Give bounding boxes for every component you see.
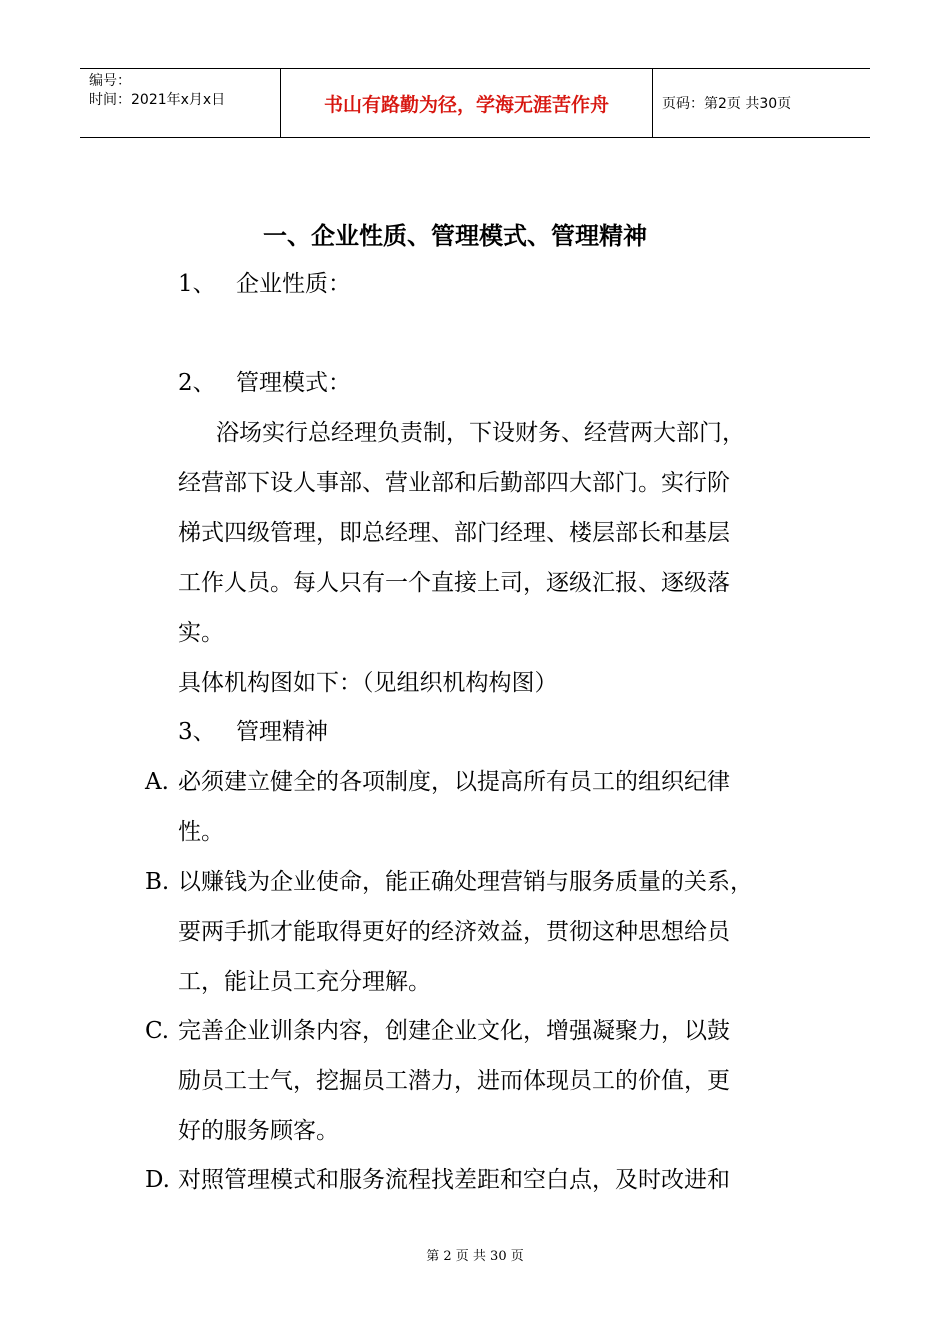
item-1-number: 1、 xyxy=(178,271,216,297)
number-label: 编号： xyxy=(89,73,131,89)
spirit-line: 必须建立健全的各项制度，以提高所有员工的组织纪律 xyxy=(178,769,730,795)
spirit-b-text xyxy=(178,857,828,1007)
spirit-c-text xyxy=(178,1006,828,1156)
spirit-line: 以赚钱为企业使命，能正确处理营销与服务质量的关系， xyxy=(178,869,753,895)
page-header xyxy=(80,68,870,138)
spirit-a-label: A. xyxy=(145,769,169,795)
spirit-line: 性。 xyxy=(178,819,224,845)
time-label: 时间：2021年x月x日 xyxy=(89,92,226,108)
spirit-line: 好的服务顾客。 xyxy=(178,1118,339,1144)
section-title: 一、企业性质、管理模式、管理精神 xyxy=(263,221,647,250)
header-meta xyxy=(80,69,281,137)
mgmt-line: 工作人员。每人只有一个直接上司，逐级汇报、逐级落 xyxy=(178,570,730,596)
spirit-d-label: D. xyxy=(145,1167,170,1193)
spirit-c-label: C. xyxy=(145,1018,170,1044)
header-page-info: 页码：第2页 共30页 xyxy=(662,96,792,112)
mgmt-line: 浴场实行总经理负责制，下设财务、经营两大部门， xyxy=(216,420,745,446)
item-3-text: 管理精神 xyxy=(236,719,328,745)
spirit-line: 工，能让员工充分理解。 xyxy=(178,969,431,995)
spirit-b-label: B. xyxy=(145,869,170,895)
mgmt-line: 实。 xyxy=(178,620,224,646)
management-paragraph xyxy=(178,408,828,708)
item-1-text: 企业性质： xyxy=(236,271,351,297)
mgmt-line: 梯式四级管理，即总经理、部门经理、楼层部长和基层 xyxy=(178,520,730,546)
item-1 xyxy=(178,259,351,309)
item-2-text: 管理模式： xyxy=(236,370,351,396)
header-motto: 书山有路勤为径，学海无涯苦作舟 xyxy=(281,69,653,137)
spirit-line: 完善企业训条内容，创建企业文化，增强凝聚力，以鼓 xyxy=(178,1018,730,1044)
item-3 xyxy=(178,707,328,757)
org-chart-note: 具体机构图如下：（见组织机构构图） xyxy=(178,670,558,696)
spirit-d-text xyxy=(178,1155,828,1205)
page-footer: 第 2 页 共 30 页 xyxy=(426,1249,524,1264)
spirit-a-text xyxy=(178,757,828,857)
item-2 xyxy=(178,358,351,408)
item-2-number: 2、 xyxy=(178,370,216,396)
spirit-line: 要两手抓才能取得更好的经济效益，贯彻这种思想给员 xyxy=(178,919,730,945)
spirit-line: 励员工士气，挖掘员工潜力，进而体现员工的价值，更 xyxy=(178,1068,730,1094)
mgmt-line: 经营部下设人事部、营业部和后勤部四大部门。实行阶 xyxy=(178,470,730,496)
item-3-number: 3、 xyxy=(178,719,216,745)
spirit-line: 对照管理模式和服务流程找差距和空白点，及时改进和 xyxy=(178,1167,730,1193)
